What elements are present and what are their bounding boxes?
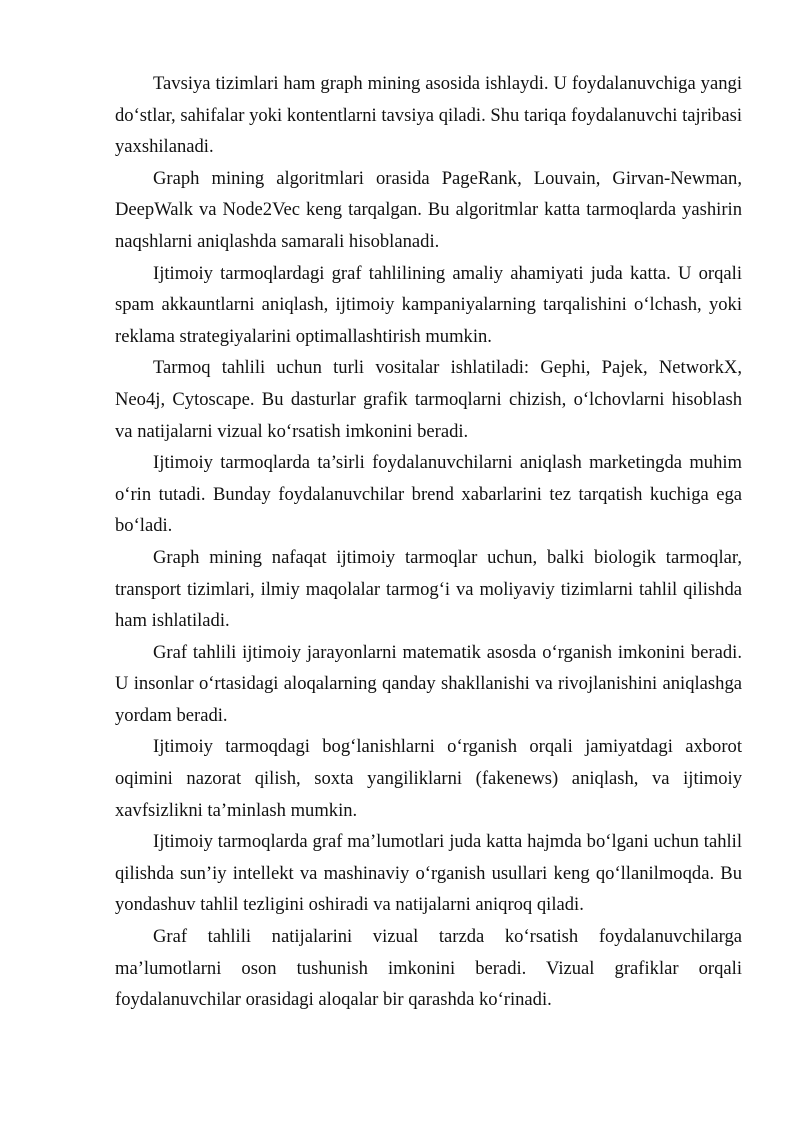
paragraph-social-processes: Graf tahlili ijtimoiy jarayonlarni matematik asosda o‘rganish imkonini beradi. U insonlar o‘rtasidagi aloqalarning qanday shakllanishi va rivojlanishini aniqlashga yordam beradi. <box>115 641 742 726</box>
paragraph-recommendation-systems: Tavsiya tizimlari ham graph mining asosida ishlaydi. U foydalanuvchiga yangi do‘stlar, sahifalar yoki kontentlarni tavsiya qiladi. Shu tariqa foydalanuvchi tajribasi yaxshilanadi. <box>115 73 742 158</box>
paragraph-practical-importance: Ijtimoiy tarmoqlardagi graf tahlilining amaliy ahamiyati juda katta. U orqali spam akkauntlarni aniqlash, ijtimoiy kampaniyalarning tarqalishini o‘lchash, yoki reklama strategiyalarini optimallashtirish mumkin. <box>115 262 742 347</box>
paragraph-other-networks: Graph mining nafaqat ijtimoiy tarmoqlar uchun, balki biologik tarmoqlar, transport tizimlari, ilmiy maqolalar tarmog‘i va moliyaviy tizimlarni tahlil qilishda ham ishlatiladi. <box>115 546 742 632</box>
paragraph-influential-users: Ijtimoiy tarmoqlarda ta’sirli foydalanuvchilarni aniqlash marketingda muhim o‘rin tutadi. Bunday foydalanuvchilar brend xabarlarini tez tarqatish kuchiga ega bo‘ladi. <box>115 452 742 537</box>
paragraph-information-flow: Ijtimoiy tarmoqdagi bog‘lanishlarni o‘rganish orqali jamiyatdagi axborot oqimini nazorat qilish, soxta yangiliklarni (fakenews) aniqlash, va ijtimoiy xavfsizlikni ta’minlash mumkin. <box>115 736 742 821</box>
paragraph-graph-mining-algorithms: Graph mining algoritmlari orasida PageRank, Louvain, Girvan-Newman, DeepWalk va Node2Vec keng tarqalgan. Bu algoritmlar katta tarmoqlarda yashirin naqshlarni aniqlashda samarali hisoblanadi. <box>115 167 742 252</box>
paragraph-network-tools: Tarmoq tahlili uchun turli vositalar ishlatiladi: Gephi, Pajek, NetworkX, Neo4j, Cytoscape. Bu dasturlar grafik tarmoqlarni chizish, o‘lchovlarni hisoblash va natijalarni vizual ko‘rsatish imkonini beradi. <box>115 357 742 442</box>
paragraph-visualization: Graf tahlili natijalarini vizual tarzda ko‘rsatish foydalanuvchilarga ma’lumotlarni oson tushunish imkonini beradi. Vizual grafiklar orqali foydalanuvchilar orasidagi aloqalar bir qarashda ko‘rinadi. <box>115 926 742 1011</box>
document-page <box>115 68 742 1016</box>
paragraph-ai-ml-methods: Ijtimoiy tarmoqlarda graf ma’lumotlari juda katta hajmda bo‘lgani uchun tahlil qilishda sun’iy intellekt va mashinaviy o‘rganish usullari keng qo‘llanilmoqda. Bu yondashuv tahlil tezligini oshiradi va natijalarni aniqroq qiladi. <box>115 831 742 916</box>
